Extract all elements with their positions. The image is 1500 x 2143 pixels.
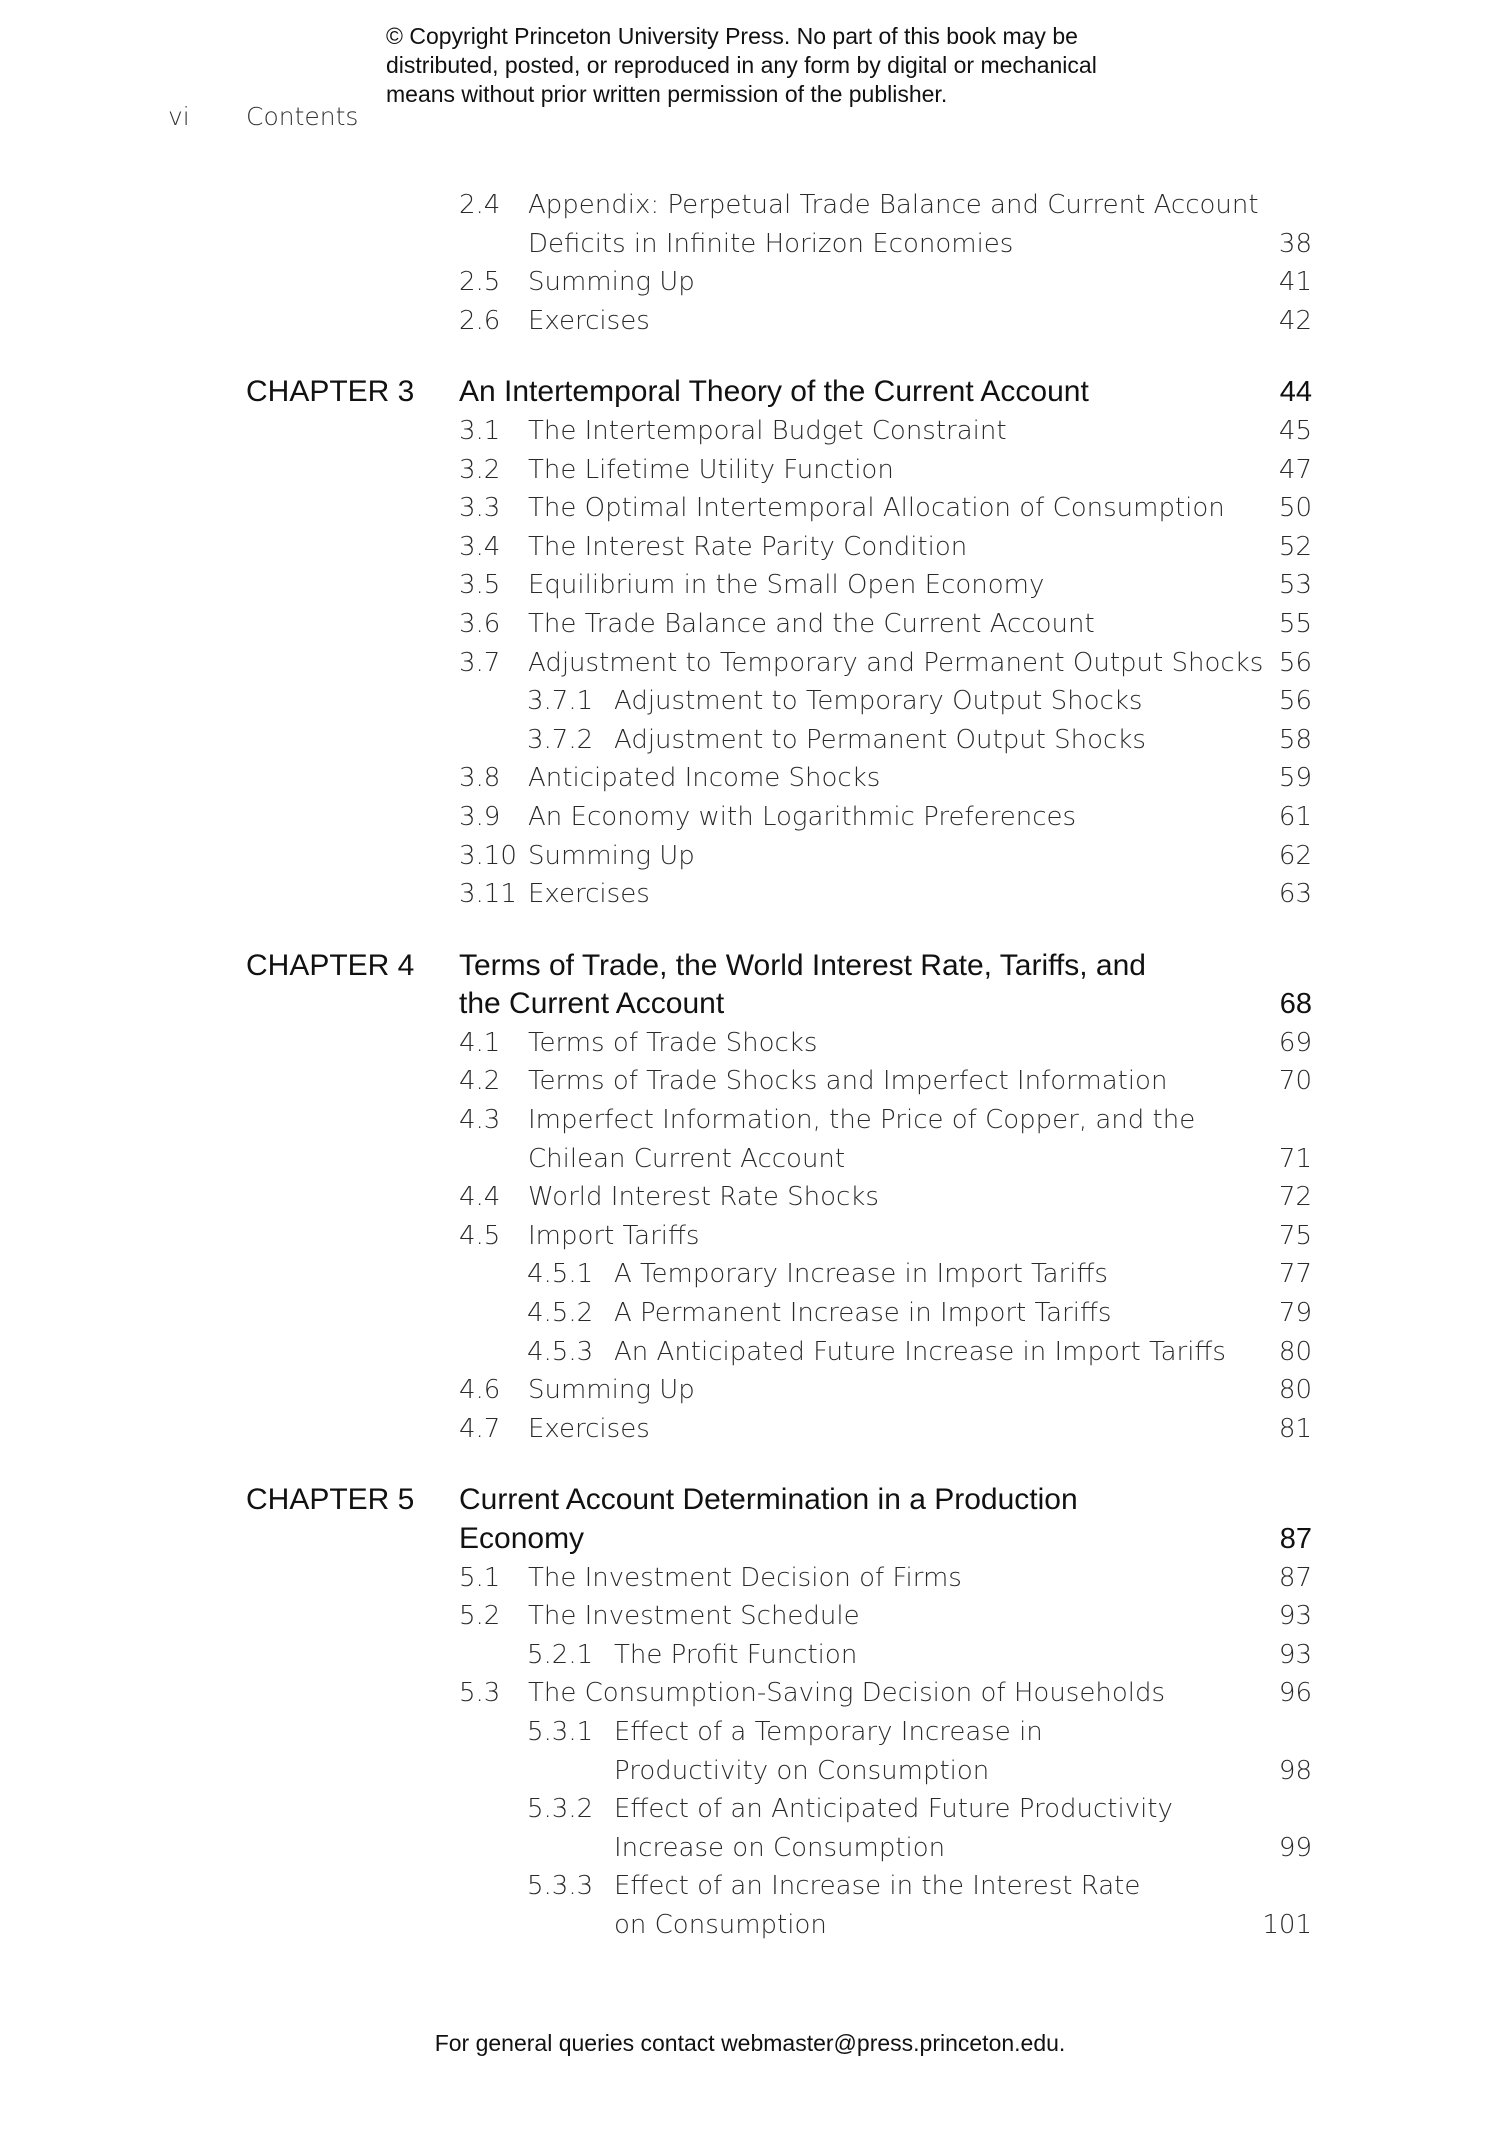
section-number: 3.6: [459, 608, 501, 639]
section-title: The Lifetime Utility Function: [528, 454, 894, 485]
section-number: 5.1: [459, 1562, 501, 1593]
copyright-line: distributed, posted, or reproduced in any form by digital or mechanical: [386, 52, 1097, 78]
page-ref: 101: [1262, 1909, 1312, 1940]
copyright-line: means without prior written permission of the publisher.: [386, 81, 948, 107]
toc-entry-row[interactable]: [0, 1140, 1500, 1179]
section-number: 3.4: [459, 531, 501, 562]
page-ref: 75: [1278, 1220, 1312, 1251]
subsection-title: An Anticipated Future Increase in Import Tariffs: [614, 1336, 1226, 1367]
section-number: 4.6: [459, 1375, 501, 1406]
copyright-line: © Copyright Princeton University Press. No part of this book may be: [386, 23, 1078, 49]
section-number: 3.2: [459, 454, 501, 485]
chapter-title: Current Account Determination in a Production: [459, 1483, 1078, 1517]
page-number: vi: [168, 102, 190, 131]
page-ref: 77: [1278, 1259, 1312, 1290]
chapter-title: Terms of Trade, the World Interest Rate, Tariffs, and: [459, 948, 1146, 982]
page-ref: 81: [1278, 1413, 1312, 1444]
page-ref: 56: [1278, 647, 1312, 678]
section-title: Import Tariffs: [528, 1220, 700, 1251]
toc-entry-row[interactable]: [0, 1024, 1500, 1063]
section-number: 4.5: [459, 1220, 501, 1251]
page-ref: 87: [1278, 1562, 1312, 1593]
toc-entry-row[interactable]: [0, 1217, 1500, 1256]
page-ref: 56: [1278, 686, 1312, 717]
page-ref: 87: [1279, 1523, 1312, 1555]
toc-entry-row[interactable]: [0, 1559, 1500, 1598]
section-title: Summing Up: [528, 1375, 695, 1406]
toc-entry-row[interactable]: [0, 798, 1500, 837]
subsection-title: on Consumption: [614, 1909, 827, 1940]
section-number: 4.1: [459, 1027, 501, 1058]
toc-entry-row[interactable]: [0, 186, 1500, 225]
toc-entry-row[interactable]: [0, 605, 1500, 644]
section-title: The Investment Schedule: [528, 1601, 860, 1632]
section-number: 2.6: [459, 305, 501, 336]
page-ref: 61: [1278, 801, 1312, 832]
toc-entry-row[interactable]: [0, 759, 1500, 798]
toc-entry-row[interactable]: [0, 1101, 1500, 1140]
section-title: Deficits in Infinite Horizon Economies: [528, 228, 1014, 259]
toc-entry-row[interactable]: [0, 412, 1500, 451]
subsection-title: A Temporary Increase in Import Tariffs: [614, 1259, 1108, 1290]
toc-entry-row[interactable]: [0, 837, 1500, 876]
toc-entry-row[interactable]: [0, 1790, 1500, 1829]
page-ref: 68: [1279, 988, 1312, 1021]
section-title: The Investment Decision of Firms: [528, 1562, 962, 1593]
subsection-title: Adjustment to Temporary Output Shocks: [614, 686, 1143, 717]
section-number: 5.2: [459, 1601, 501, 1632]
subsection-title: Productivity on Consumption: [614, 1755, 990, 1786]
section-number: 3.3: [459, 493, 501, 524]
section-title: Exercises: [528, 879, 650, 910]
section-title: World Interest Rate Shocks: [528, 1182, 879, 1213]
subsection-number: 5.3.1: [527, 1716, 594, 1747]
toc-entry-row[interactable]: [0, 1371, 1500, 1410]
page-ref: 72: [1278, 1182, 1312, 1213]
toc-entry-row[interactable]: [0, 1674, 1500, 1713]
section-number: 4.4: [459, 1182, 501, 1213]
toc-entry-row[interactable]: [0, 302, 1500, 341]
chapter-label: CHAPTER 5: [246, 1483, 415, 1517]
toc-entry-row[interactable]: [0, 1597, 1500, 1636]
page-ref: 59: [1278, 763, 1312, 794]
page-ref: 80: [1278, 1336, 1312, 1367]
section-title: Summing Up: [528, 840, 695, 871]
subsection-title: Increase on Consumption: [614, 1832, 946, 1863]
copyright-notice: [386, 22, 1206, 109]
section-title: The Interest Rate Parity Condition: [528, 531, 968, 562]
subsection-number: 3.7.2: [527, 724, 594, 755]
page-ref: 58: [1278, 724, 1312, 755]
page-ref: 98: [1278, 1755, 1312, 1786]
page-ref: 44: [1279, 376, 1312, 409]
page-ref: 55: [1278, 608, 1312, 639]
section-number: 3.9: [459, 801, 501, 832]
toc-entry-row[interactable]: [0, 566, 1500, 605]
page-ref: 80: [1278, 1375, 1312, 1406]
section-title: Imperfect Information, the Price of Copper, and the: [528, 1105, 1196, 1136]
page-ref: 47: [1278, 454, 1312, 485]
toc-chapter-row[interactable]: [0, 947, 1500, 986]
subsection-number: 4.5.2: [527, 1298, 594, 1329]
subsection-title: A Permanent Increase in Import Tariffs: [614, 1298, 1112, 1329]
toc-entry-row[interactable]: [0, 1178, 1500, 1217]
section-number: 4.3: [459, 1105, 501, 1136]
running-title: Contents: [246, 102, 359, 131]
section-number: 2.4: [459, 190, 501, 220]
subsection-title: The Profit Function: [614, 1639, 858, 1670]
page-ref: 96: [1278, 1678, 1312, 1709]
section-number: 3.8: [459, 763, 501, 794]
section-title: The Intertemporal Budget Constraint: [528, 415, 1007, 446]
toc-entry-row[interactable]: [0, 1752, 1500, 1791]
chapter-spacer: [0, 1448, 1500, 1481]
section-title: Terms of Trade Shocks: [528, 1027, 818, 1058]
subsection-number: 5.3.2: [527, 1794, 594, 1825]
page-ref: 63: [1278, 879, 1312, 910]
subsection-number: 5.3.3: [527, 1871, 594, 1902]
section-number: 4.2: [459, 1066, 501, 1097]
page-ref: 45: [1278, 415, 1312, 446]
subsection-title: Adjustment to Permanent Output Shocks: [614, 724, 1146, 755]
section-title: Appendix: Perpetual Trade Balance and Current Account: [528, 190, 1259, 220]
section-number: 3.7: [459, 647, 501, 678]
subsection-number: 4.5.1: [527, 1259, 594, 1290]
page-ref: 50: [1278, 493, 1312, 524]
subsection-title: Effect of an Increase in the Interest Rate: [614, 1871, 1141, 1902]
page-ref: 69: [1278, 1027, 1312, 1058]
toc-entry-row[interactable]: [0, 875, 1500, 914]
subsection-number: 5.2.1: [527, 1639, 594, 1670]
toc-entry-row[interactable]: [0, 528, 1500, 567]
toc-entry-row[interactable]: [0, 644, 1500, 683]
table-of-contents: [0, 186, 1500, 1945]
page-ref: 93: [1278, 1639, 1312, 1670]
page-ref: 62: [1278, 840, 1312, 871]
chapter-title: An Intertemporal Theory of the Current Account: [459, 375, 1089, 409]
page-ref: 42: [1278, 305, 1312, 336]
page-ref: 38: [1278, 228, 1312, 259]
section-number: 3.1: [459, 415, 501, 446]
page-ref: 79: [1278, 1298, 1312, 1329]
toc-entry-row[interactable]: [0, 682, 1500, 721]
toc-entry-row[interactable]: [0, 1636, 1500, 1675]
page-ref: 41: [1278, 267, 1312, 298]
section-title: Equilibrium in the Small Open Economy: [528, 570, 1045, 601]
toc-entry-row[interactable]: [0, 225, 1500, 264]
toc-entry-row[interactable]: [0, 263, 1500, 302]
toc-chapter-row[interactable]: [0, 1481, 1500, 1520]
toc-entry-row[interactable]: [0, 1333, 1500, 1372]
page-ref: 53: [1278, 570, 1312, 601]
section-title: Exercises: [528, 1413, 650, 1444]
toc-chapter-row[interactable]: [0, 985, 1500, 1024]
section-number: 3.5: [459, 570, 501, 601]
toc-entry-row[interactable]: [0, 721, 1500, 760]
toc-entry-row[interactable]: [0, 489, 1500, 528]
page-ref: 70: [1278, 1066, 1312, 1097]
subsection-title: Effect of a Temporary Increase in: [614, 1716, 1043, 1747]
chapter-title: the Current Account: [459, 987, 725, 1021]
toc-chapter-row[interactable]: [0, 1520, 1500, 1559]
section-title: Anticipated Income Shocks: [528, 763, 881, 794]
toc-entry-row[interactable]: [0, 1410, 1500, 1449]
toc-entry-row[interactable]: [0, 1713, 1500, 1752]
footer-contact: For general queries contact webmaster@press.princeton.edu.: [434, 2030, 1066, 2056]
chapter-title: Economy: [459, 1522, 585, 1555]
toc-entry-row[interactable]: [0, 1867, 1500, 1906]
section-title: The Trade Balance and the Current Account: [528, 608, 1095, 639]
section-number: 5.3: [459, 1678, 501, 1709]
section-title: Exercises: [528, 305, 650, 336]
section-number: 2.5: [459, 267, 501, 298]
subsection-number: 3.7.1: [527, 686, 594, 717]
subsection-title: Effect of an Anticipated Future Productivity: [614, 1794, 1173, 1825]
section-number: 4.7: [459, 1413, 501, 1444]
subsection-number: 4.5.3: [527, 1336, 594, 1367]
section-title: The Consumption-Saving Decision of Households: [528, 1678, 1166, 1709]
section-title: Terms of Trade Shocks and Imperfect Information: [528, 1066, 1168, 1097]
section-title: Chilean Current Account: [528, 1143, 846, 1174]
section-number: 3.11: [459, 879, 517, 910]
page-ref: 93: [1278, 1601, 1312, 1632]
section-title: Summing Up: [528, 267, 695, 298]
section-title: Adjustment to Temporary and Permanent Output Shocks: [528, 647, 1264, 678]
page-ref: 52: [1278, 531, 1312, 562]
page-ref: 71: [1278, 1143, 1312, 1174]
toc-entry-row[interactable]: [0, 1906, 1500, 1945]
chapter-label: CHAPTER 3: [246, 375, 415, 409]
toc-entry-row[interactable]: [0, 1062, 1500, 1101]
section-title: An Economy with Logarithmic Preferences: [528, 801, 1077, 832]
toc-entry-row[interactable]: [0, 1294, 1500, 1333]
toc-entry-row[interactable]: [0, 1255, 1500, 1294]
section-number: 3.10: [459, 840, 517, 871]
section-title: The Optimal Intertemporal Allocation of Consumption: [528, 493, 1225, 524]
chapter-spacer: [0, 340, 1500, 373]
toc-entry-row[interactable]: [0, 451, 1500, 490]
running-head: [168, 102, 358, 131]
chapter-spacer: [0, 914, 1500, 947]
chapter-label: CHAPTER 4: [246, 948, 415, 982]
toc-entry-row[interactable]: [0, 1829, 1500, 1868]
toc-chapter-row[interactable]: [0, 373, 1500, 412]
page-ref: 99: [1278, 1832, 1312, 1863]
